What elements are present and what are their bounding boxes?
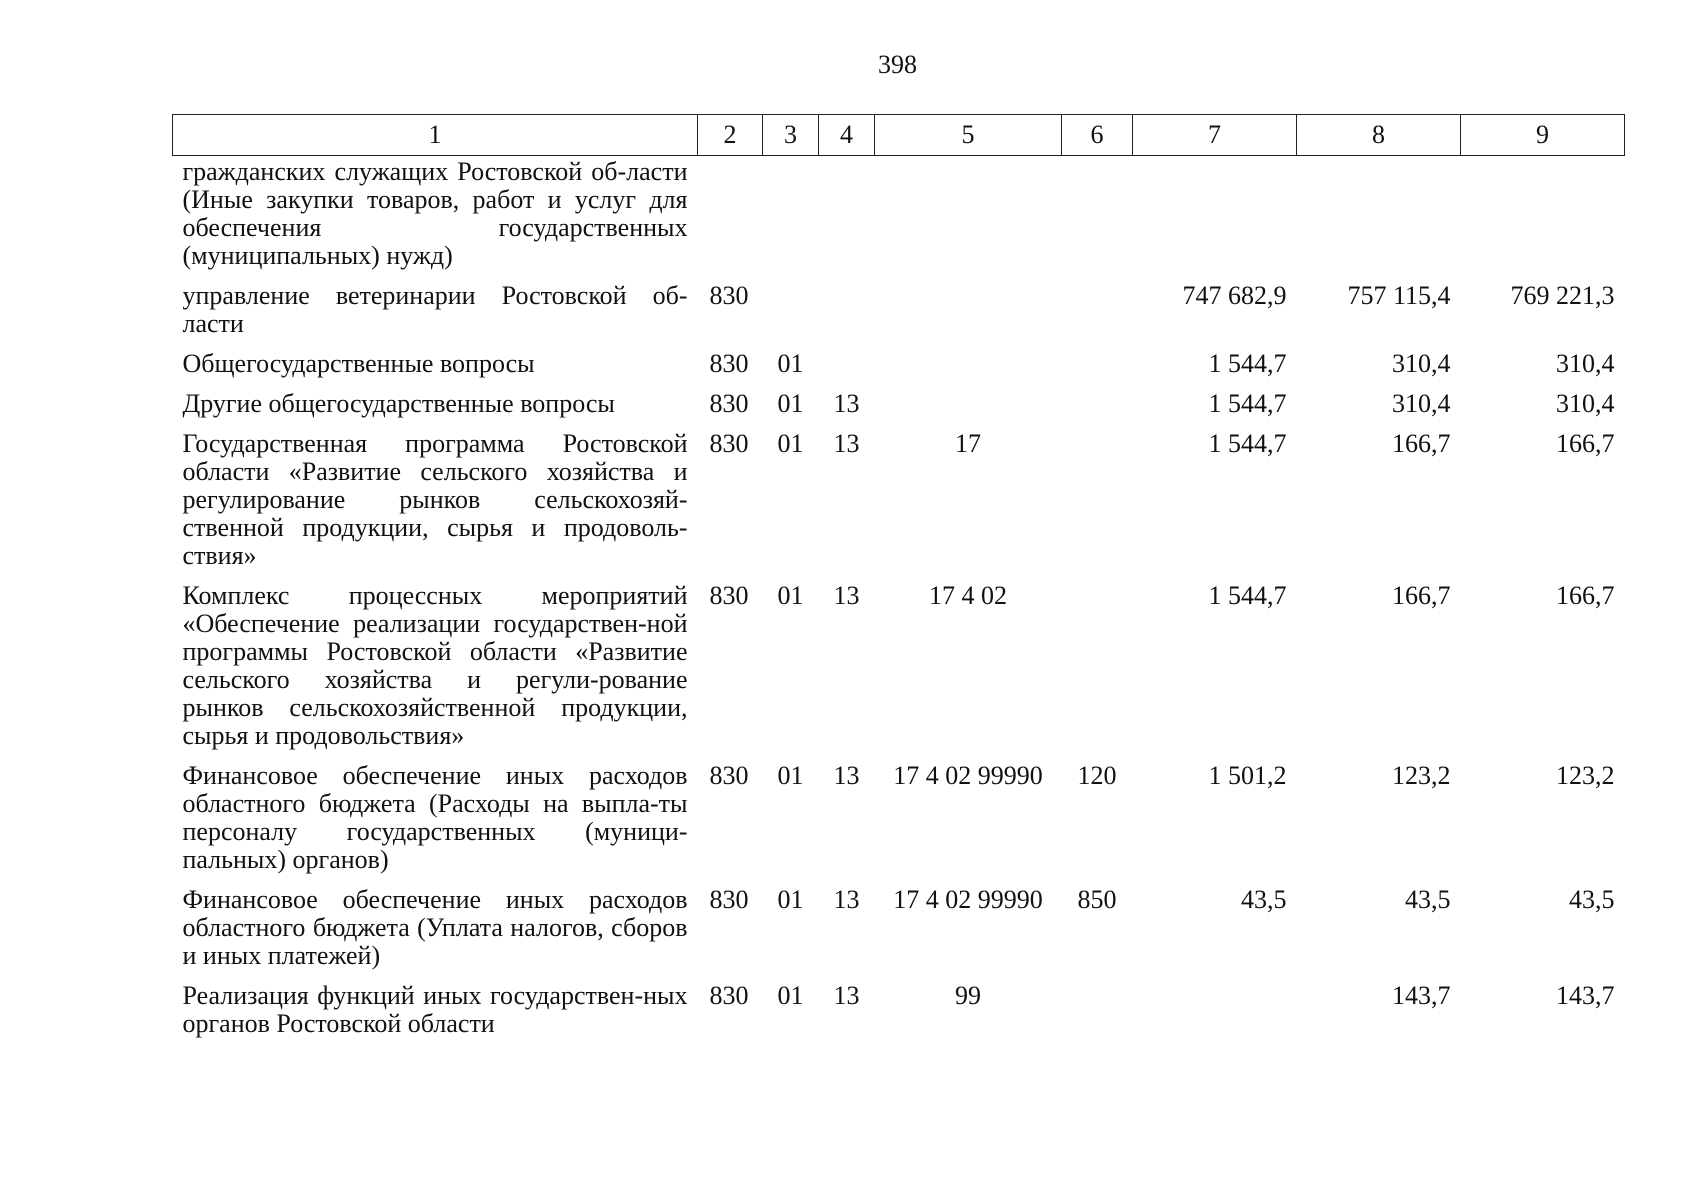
table-row xyxy=(173,156,1625,283)
cell-amount-col8: 123,2 xyxy=(1392,761,1451,790)
cell-expense-type: 120 xyxy=(1077,761,1117,790)
cell-subsection: 13 xyxy=(833,581,860,610)
page-number: 398 xyxy=(878,50,917,79)
cell-subsection: 13 xyxy=(833,761,860,790)
cell-amount-col7: 1 544,7 xyxy=(1208,389,1287,418)
cell-ministry-code: 830 xyxy=(709,349,749,378)
cell-subsection xyxy=(819,156,875,283)
cell-target-article: 17 4 02 99990 xyxy=(893,761,1043,790)
table-row xyxy=(173,282,1625,350)
cell-subsection xyxy=(819,282,875,350)
cell-amount-col9: 310,4 xyxy=(1556,389,1615,418)
cell-section: 01 xyxy=(777,429,804,458)
column-header: 3 xyxy=(763,115,819,156)
column-header: 5 xyxy=(875,115,1062,156)
cell-target-article: 17 xyxy=(955,429,981,458)
cell-amount-col9: 143,7 xyxy=(1556,981,1615,1010)
column-header: 1 xyxy=(173,115,698,156)
row-description: Финансовое обеспечение иных расходов областного бюджета (Уплата налогов, сборов и иных платежей) xyxy=(182,885,688,970)
row-description: гражданских служащих Ростовской об-ласти (Иные закупки товаров, работ и услуг для обеспечения государственных (муниципальных) нужд) xyxy=(182,157,688,270)
cell-amount-col8 xyxy=(1297,156,1461,283)
cell-expense-type xyxy=(1062,282,1133,350)
column-header: 4 xyxy=(819,115,875,156)
cell-section: 01 xyxy=(777,581,804,610)
cell-subsection: 13 xyxy=(833,429,860,458)
cell-amount-col8: 143,7 xyxy=(1392,981,1451,1010)
cell-amount-col7: 1 501,2 xyxy=(1208,761,1287,790)
row-description: Комплекс процессных мероприятий «Обеспечение реализации государствен-ной программы Ростовской области «Развитие сельского хозяйства и регули-рование рынков сельскохозяйственной продукции, сырья и продовольствия» xyxy=(182,581,688,750)
cell-ministry-code: 830 xyxy=(709,281,749,310)
table-row xyxy=(173,886,1625,982)
cell-ministry-code: 830 xyxy=(709,429,749,458)
table-header xyxy=(173,115,1625,156)
cell-ministry-code xyxy=(698,156,763,283)
table-row xyxy=(173,582,1625,762)
cell-ministry-code: 830 xyxy=(709,581,749,610)
cell-amount-col9 xyxy=(1461,156,1625,283)
cell-amount-col8: 310,4 xyxy=(1392,349,1451,378)
cell-amount-col8: 757 115,4 xyxy=(1347,281,1451,310)
row-description: Общегосударственные вопросы xyxy=(182,349,535,378)
cell-amount-col7 xyxy=(1133,982,1297,1050)
cell-amount-col9: 310,4 xyxy=(1556,349,1615,378)
cell-amount-col8: 166,7 xyxy=(1392,429,1451,458)
cell-target-article xyxy=(875,390,1062,430)
cell-amount-col9: 123,2 xyxy=(1556,761,1615,790)
cell-amount-col9: 166,7 xyxy=(1556,429,1615,458)
cell-expense-type xyxy=(1062,390,1133,430)
cell-expense-type xyxy=(1062,156,1133,283)
row-description: Другие общегосударственные вопросы xyxy=(182,389,615,418)
cell-section xyxy=(763,282,819,350)
cell-amount-col9: 769 221,3 xyxy=(1510,281,1615,310)
cell-expense-type xyxy=(1062,430,1133,582)
table-row xyxy=(173,982,1625,1050)
column-header: 2 xyxy=(698,115,763,156)
cell-subsection: 13 xyxy=(833,885,860,914)
column-header: 9 xyxy=(1461,115,1625,156)
cell-amount-col7: 1 544,7 xyxy=(1208,429,1287,458)
cell-subsection: 13 xyxy=(833,981,860,1010)
cell-amount-col9: 43,5 xyxy=(1569,885,1615,914)
cell-amount-col7: 43,5 xyxy=(1241,885,1287,914)
cell-target-article: 17 4 02 xyxy=(929,581,1007,610)
table-row xyxy=(173,350,1625,390)
cell-subsection xyxy=(819,350,875,390)
budget-table xyxy=(172,114,1625,1050)
cell-ministry-code: 830 xyxy=(709,761,749,790)
cell-amount-col8: 166,7 xyxy=(1392,581,1451,610)
cell-section: 01 xyxy=(777,389,804,418)
cell-ministry-code: 830 xyxy=(709,389,749,418)
cell-subsection: 13 xyxy=(833,389,860,418)
cell-expense-type xyxy=(1062,350,1133,390)
cell-target-article xyxy=(875,350,1062,390)
cell-target-article: 99 xyxy=(955,981,981,1010)
cell-amount-col7: 1 544,7 xyxy=(1208,581,1287,610)
cell-section: 01 xyxy=(777,981,804,1010)
table-body xyxy=(173,156,1625,1051)
cell-section: 01 xyxy=(777,761,804,790)
table-row xyxy=(173,762,1625,886)
column-header: 8 xyxy=(1297,115,1461,156)
cell-section: 01 xyxy=(777,349,804,378)
row-description: Реализация функций иных государствен-ных органов Ростовской области xyxy=(182,981,688,1038)
cell-amount-col8: 310,4 xyxy=(1392,389,1451,418)
table-row xyxy=(173,430,1625,582)
table-row xyxy=(173,390,1625,430)
column-header: 7 xyxy=(1133,115,1297,156)
column-header: 6 xyxy=(1062,115,1133,156)
row-description: Финансовое обеспечение иных расходов областного бюджета (Расходы на выпла-ты персоналу государственных (муници-пальных) органов) xyxy=(182,761,688,874)
cell-amount-col8: 43,5 xyxy=(1405,885,1451,914)
cell-section xyxy=(763,156,819,283)
cell-expense-type xyxy=(1062,582,1133,762)
cell-ministry-code: 830 xyxy=(709,981,749,1010)
cell-target-article: 17 4 02 99990 xyxy=(893,885,1043,914)
cell-expense-type xyxy=(1062,982,1133,1050)
cell-target-article xyxy=(875,282,1062,350)
cell-amount-col7: 747 682,9 xyxy=(1182,281,1287,310)
row-description: управление ветеринарии Ростовской об-ласти xyxy=(182,281,688,338)
cell-section: 01 xyxy=(777,885,804,914)
header-row xyxy=(173,115,1625,156)
row-description: Государственная программа Ростовской области «Развитие сельского хозяйства и регулирование рынков сельскохозяй-ственной продукции, сырья и продоволь-ствия» xyxy=(182,429,688,570)
cell-ministry-code: 830 xyxy=(709,885,749,914)
cell-amount-col9: 166,7 xyxy=(1556,581,1615,610)
cell-amount-col7: 1 544,7 xyxy=(1208,349,1287,378)
cell-amount-col7 xyxy=(1133,156,1297,283)
cell-expense-type: 850 xyxy=(1077,885,1117,914)
cell-target-article xyxy=(875,156,1062,283)
